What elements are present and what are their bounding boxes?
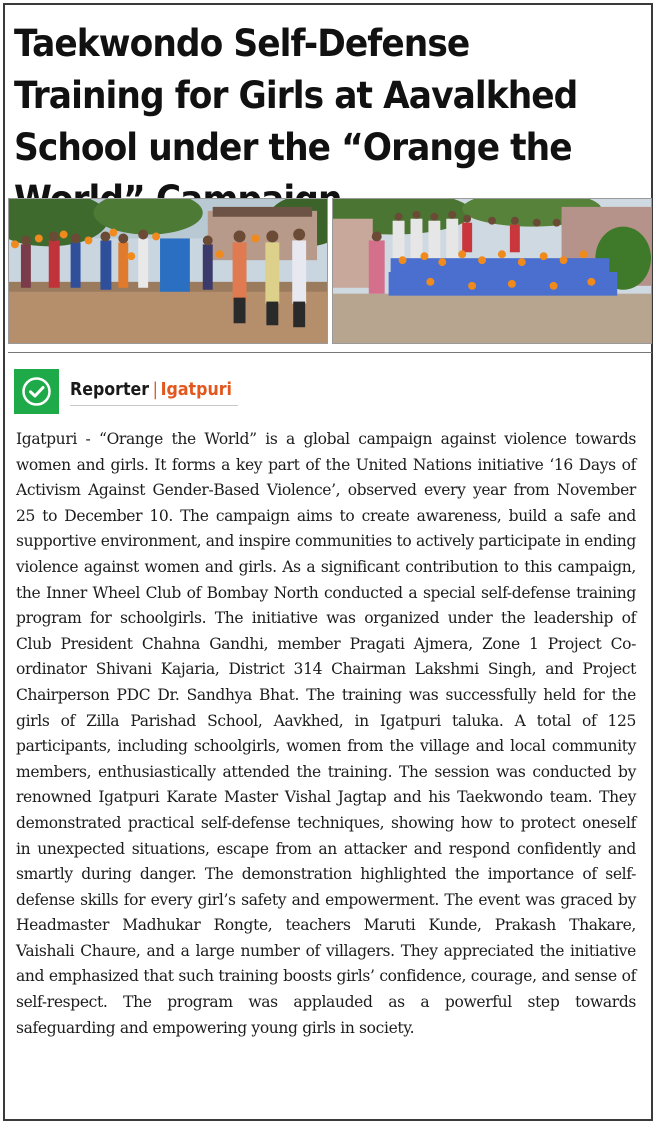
check-circle-icon	[14, 369, 59, 414]
byline-separator: |	[152, 379, 158, 400]
byline-text	[70, 379, 232, 400]
byline-location: Igatpuri	[160, 379, 232, 400]
reporter-byline	[14, 369, 414, 415]
byline-underline	[70, 405, 238, 406]
article-headline: Taekwondo Self-Defense Training for Girls at Aavalkhed School under the “Orange the	[14, 22, 578, 169]
section-divider	[8, 352, 652, 353]
event-photo-group-standing	[8, 198, 328, 344]
reporter-label: Reporter	[70, 379, 150, 400]
article-body: Igatpuri - “Orange the World” is a global campaign against violence towards women and girls. It forms a key part of the United Nations initiative ‘16 Days of Activism Against Gender-Based Violence’, observed every year from November 25 to December 10. The campaign aims to create awareness, build a safe and supportive environment, and inspire communities to actively participate in ending violence against women and girls. As a significant contribution to this campaign, the Inner Wheel Club of Bombay North conducted a special self-defense training program for schoolgirls. The initiative was organized under the leadership of Club President Chahna Gandhi, member Pragati Ajmera, Zone 1 Project Co-ordinator Shivani Kajaria, District 314 Chairman Lakshmi Singh, and Project Chairperson PDC Dr. Sandhya Bhat. The training was successfully held for the girls of Zilla Parishad School, Aavkhed, in Igatpuri taluka. A total of 125 participants, including schoolgirls, women from the village and local community members, enthusiastically attended the training. The session was conducted by renowned Igatpuri Karate Master Vishal Jagtap and his Taekwondo team. They demonstrated practical self-defense techniques, showing how to protect oneself in unexpected situations, escape from an attacker and respond confidently and smartly during danger. The demonstration highlighted the importance of self-defense skills for every girl’s safety and empowerment. The event was graced by Headmaster Madhukar Rongte, teachers Maruti Kunde, Prakash Thakare, Vaishali Chaure, and a large number of villagers. They appreciated the initiative and emphasized that such training boosts girls’ confidence, courage, and sense of self-respect. The program was applauded as a powerful step towards safeguarding and empowering young girls in society.	[16, 430, 636, 1037]
event-photo-group-seated	[332, 198, 652, 344]
